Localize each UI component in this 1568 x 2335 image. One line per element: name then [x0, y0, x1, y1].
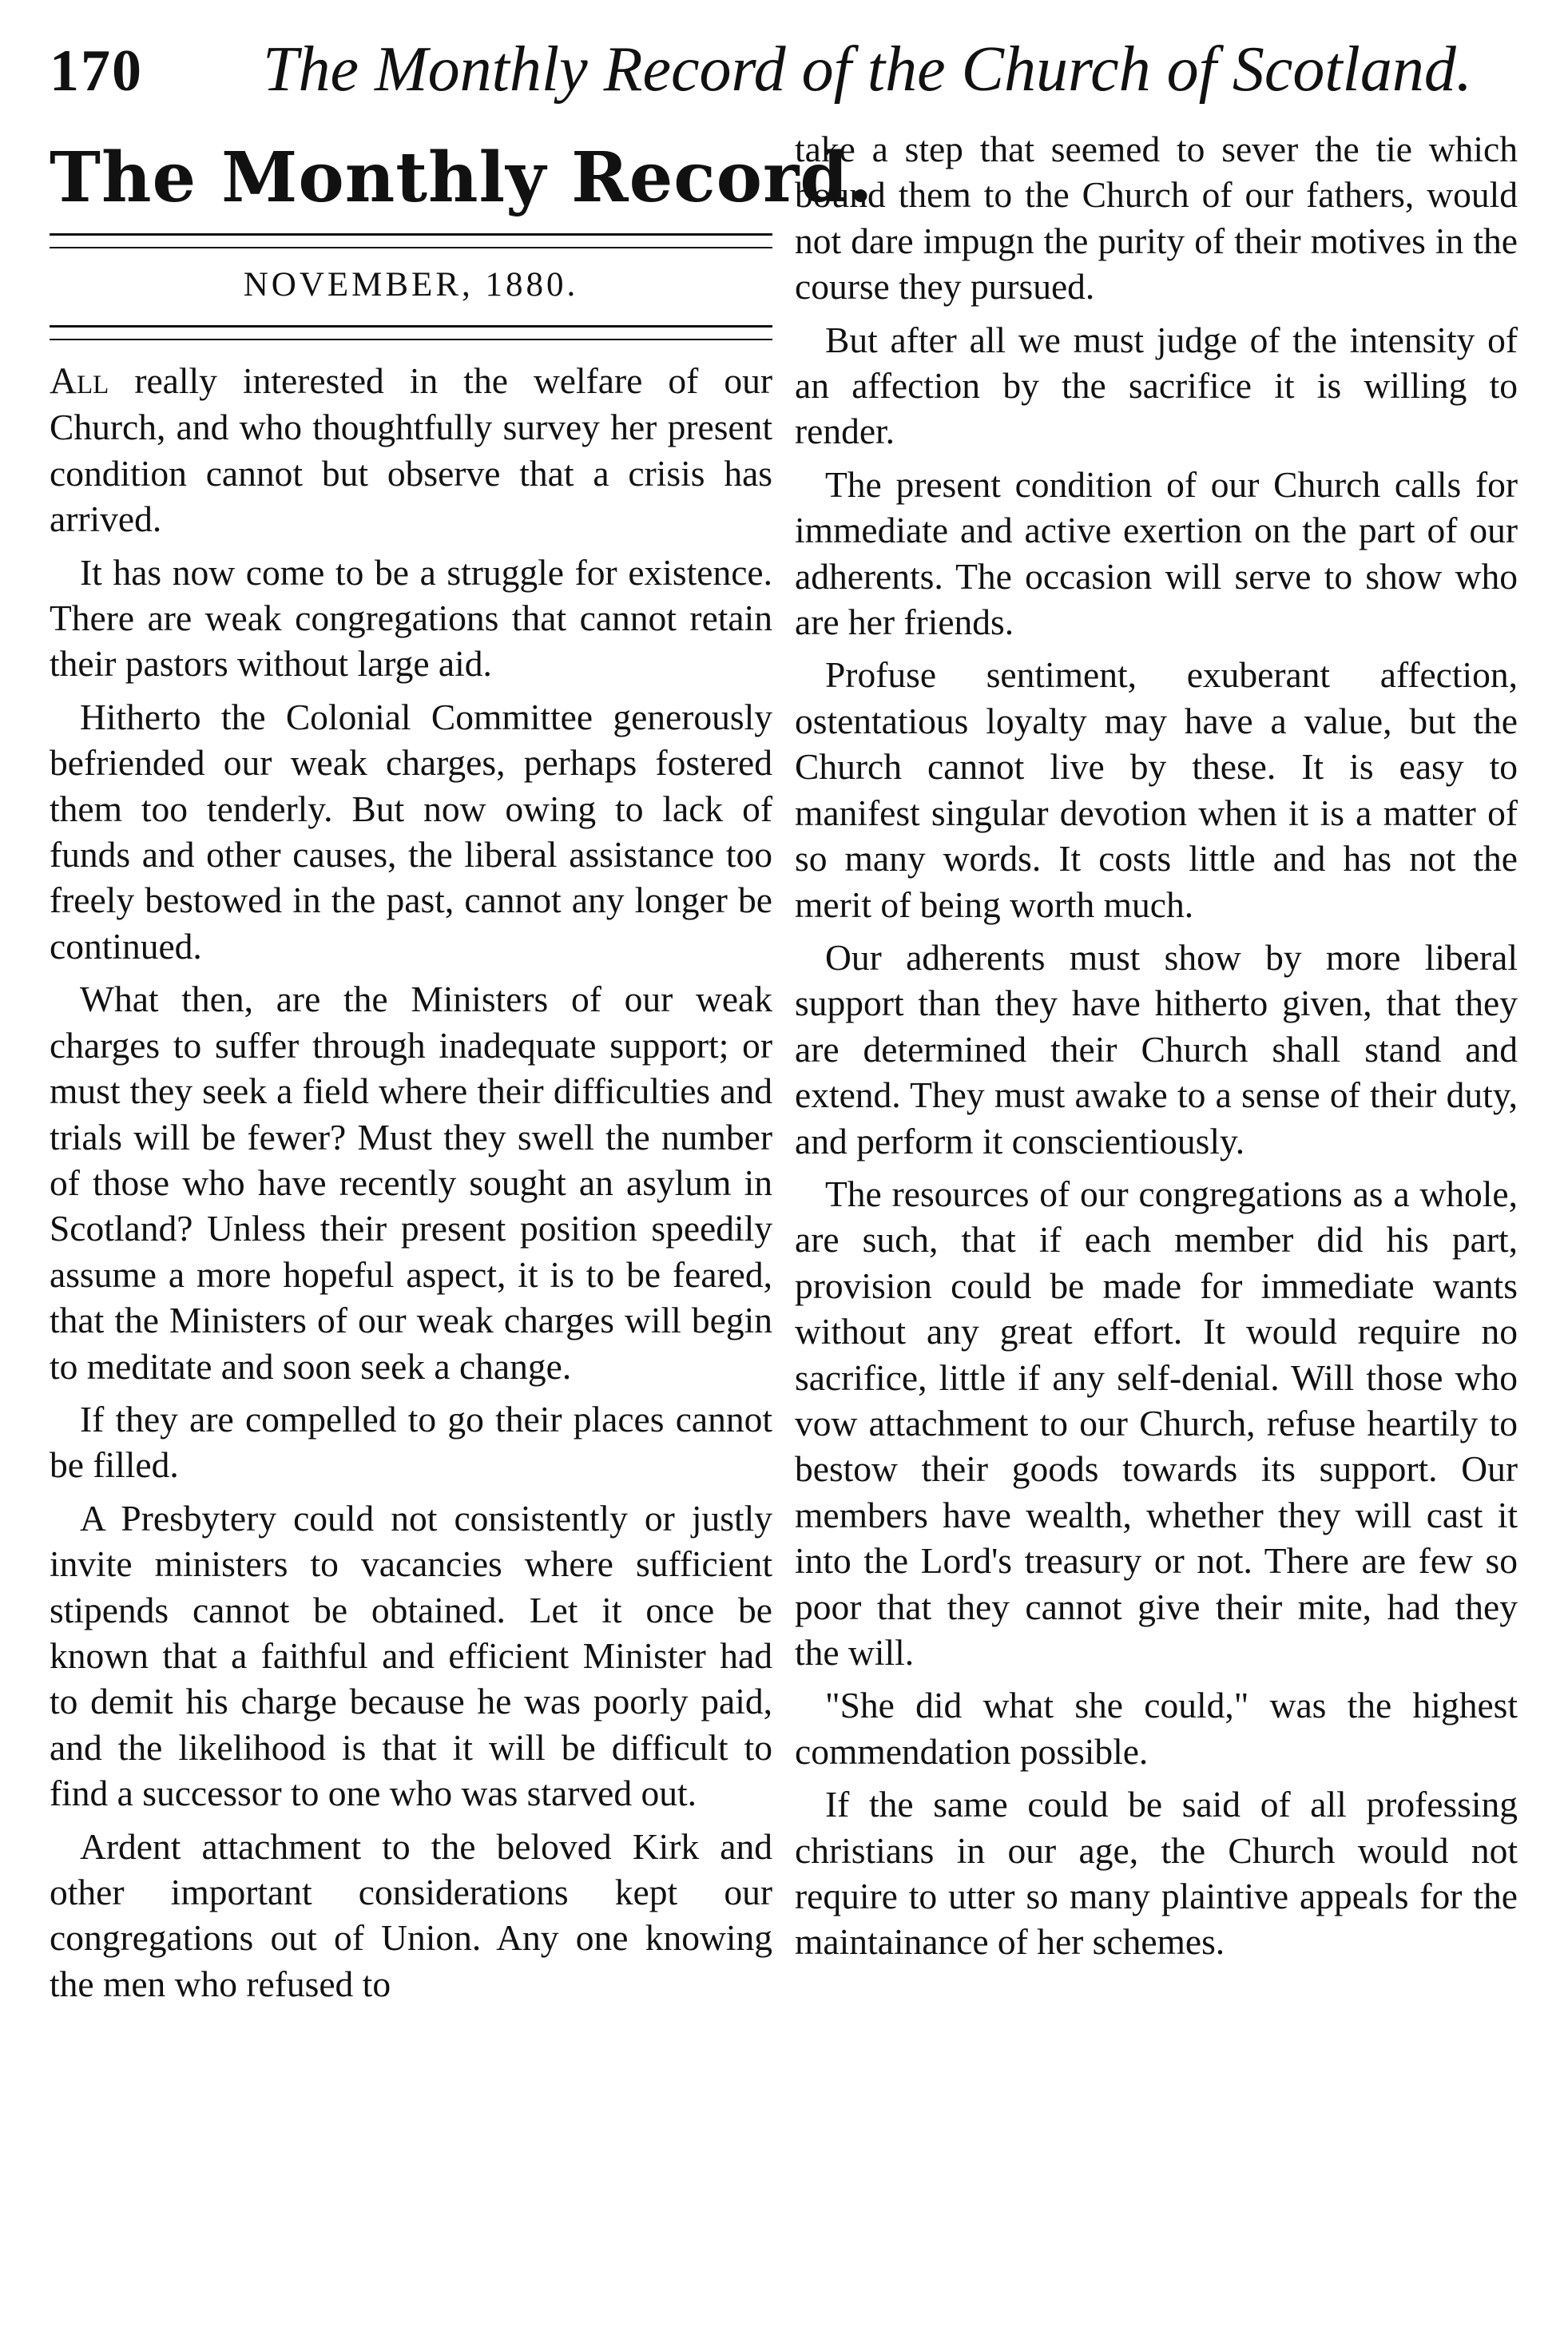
paragraph-colonial-committee: Hitherto the Colonial Committee generously befriended our weak charges, perhaps fostered them too tenderly. But now owing to lack of funds and other causes, the liberal assistance too freely bestowed in the past, cannot any longer be continued.: [50, 696, 772, 967]
paragraph-presbytery: A Presbytery could not consistently or justly invite ministers to vacancies where sufficient stipends cannot be obtained. Let it once be known that a faithful and efficient Minister had to demit his charge because he was poorly paid, and the likelihood is that it will be difficult to find a successor to one who was starved out.: [50, 1497, 772, 1814]
paragraph-ministers: What then, are the Ministers of our weak charges to suffer through inadequate support; or must they seek a field where their difficulties and trials will be fewer? Must they swell the number of those who have recently sought an asylum in Scotland? Unless their present position speedily assume a more hopeful aspect, it is to be feared, that the Ministers of our weak charges will begin to meditate and soon seek a change.: [50, 979, 772, 1387]
paragraph-crisis: [50, 358, 772, 542]
paragraph-sentiment: Profuse sentiment, exuberant affection, ostentatious loyalty may have a value, but the Church cannot live by these. It is easy to manifest singular devotion when it is a matter of so many words. It costs little and has not the merit of being worth much.: [795, 654, 1518, 925]
page-number: 170: [50, 38, 143, 104]
paragraph-professing: If the same could be said of all professing christians in our age, the Church would not require to utter so many plaintive appeals for the maintainance of her schemes.: [795, 1784, 1518, 1963]
masthead-rule-top: [50, 233, 772, 248]
paragraph-attachment: Ardent attachment to the beloved Kirk and other important considerations kept our congregations out of Union. Any one knowing the men who refused to: [50, 1825, 772, 2004]
paragraph-places: If they are compelled to go their places cannot be filled.: [50, 1398, 772, 1486]
running-head: [50, 34, 1535, 137]
paragraph-struggle: It has now come to be a struggle for existence. There are weak congregations that cannot retain their pastors without large aid.: [50, 551, 772, 685]
paragraph-sacrifice: But after all we must judge of the intensity of an affection by the sacrifice it is willing to render.: [795, 319, 1518, 452]
masthead-title: The Monthly Record.: [50, 137, 874, 218]
drop-word: All: [50, 360, 109, 402]
issue-date: NOVEMBER, 1880.: [243, 266, 579, 304]
masthead-rule-bottom: [50, 325, 772, 340]
right-column: [795, 126, 1518, 1972]
running-title: The Monthly Record of the Church of Scotland.: [263, 34, 1472, 105]
paragraph-continued: take a step that seemed to sever the tie which bound them to the Church of our fathers, would not dare impugn the purity of their motives in the course they pursued.: [795, 129, 1518, 308]
paragraph-she-did: "She did what she could," was the highest commendation possible.: [795, 1685, 1518, 1772]
paragraph-text: really interested in the welfare of our Church, and who thoughtfully survey her present condition cannot but observe that a crisis has arrived.: [50, 360, 772, 540]
paragraph-present-condition: The present condition of our Church calls for immediate and active exertion on the part of our adherents. The occasion will serve to show who are her friends.: [795, 463, 1518, 643]
paragraph-adherents: Our adherents must show by more liberal support than they have hitherto given, that they are determined their Church shall stand and extend. They must awake to a sense of their duty, and perform it conscientiously.: [795, 936, 1518, 1162]
left-column: [50, 134, 874, 2014]
paragraph-resources: The resources of our congregations as a whole, are such, that if each member did his part, provision could be made for immediate wants without any great effort. It would require no sacrifice, little if any self-denial. Will those who vow attachment to our Church, refuse heartily to bestow their goods towards its support. Our members have wealth, whether they will cast it into the Lord's treasury or not. There are few so poor that they cannot give their mite, had they the will.: [795, 1173, 1518, 1673]
